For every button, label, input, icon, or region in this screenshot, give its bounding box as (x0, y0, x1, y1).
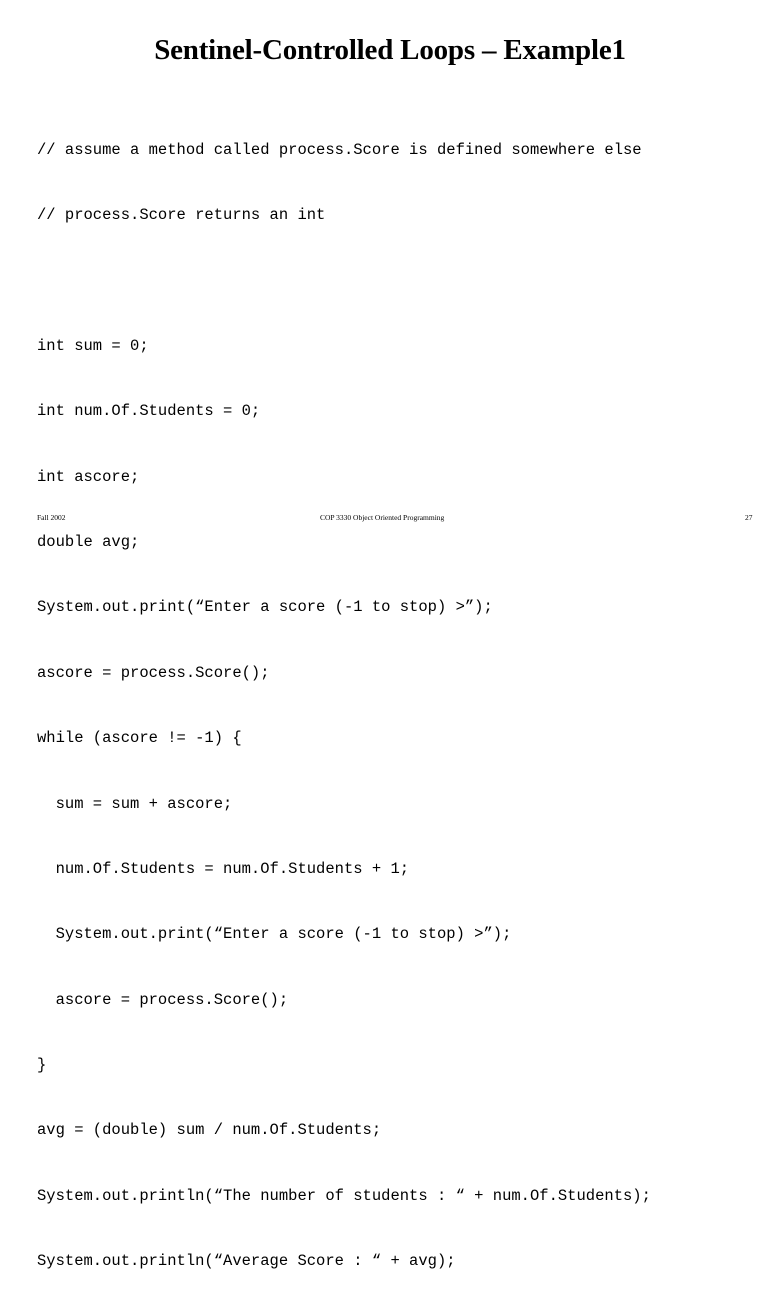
code-line (37, 270, 651, 292)
code-line: System.out.println(“Average Score : “ + avg); (37, 1252, 456, 1271)
code-line: double avg; (37, 532, 140, 551)
footer-course: COP 3330 Object Oriented Programming (320, 513, 445, 522)
code-line: } (37, 1056, 47, 1075)
footer-date: Fall 2002 (37, 513, 66, 522)
code-line: while (ascore != -1) { (37, 729, 242, 748)
code-line: avg = (double) sum / num.Of.Students; (37, 1121, 382, 1140)
code-line: // process.Score returns an int (37, 205, 326, 224)
code-line: System.out.println(“The number of students : “ + num.Of.Students); (37, 1186, 651, 1205)
code-line: ascore = process.Score(); (37, 990, 289, 1009)
code-line: System.out.print(“Enter a score (-1 to stop) >”); (37, 925, 512, 944)
code-line: int num.Of.Students = 0; (37, 402, 261, 421)
code-line: ascore = process.Score(); (37, 663, 270, 682)
code-line: sum = sum + ascore; (37, 794, 233, 813)
code-line: int ascore; (37, 467, 140, 486)
code-line: num.Of.Students = num.Of.Students + 1; (37, 859, 410, 878)
page-number: 27 (745, 513, 753, 522)
code-block (37, 96, 651, 1295)
slide-title: Sentinel-Controlled Loops – Example1 (154, 34, 626, 66)
code-line: // assume a method called process.Score is defined somewhere else (37, 140, 642, 159)
code-line: int sum = 0; (37, 336, 149, 355)
code-line: System.out.print(“Enter a score (-1 to stop) >”); (37, 598, 493, 617)
